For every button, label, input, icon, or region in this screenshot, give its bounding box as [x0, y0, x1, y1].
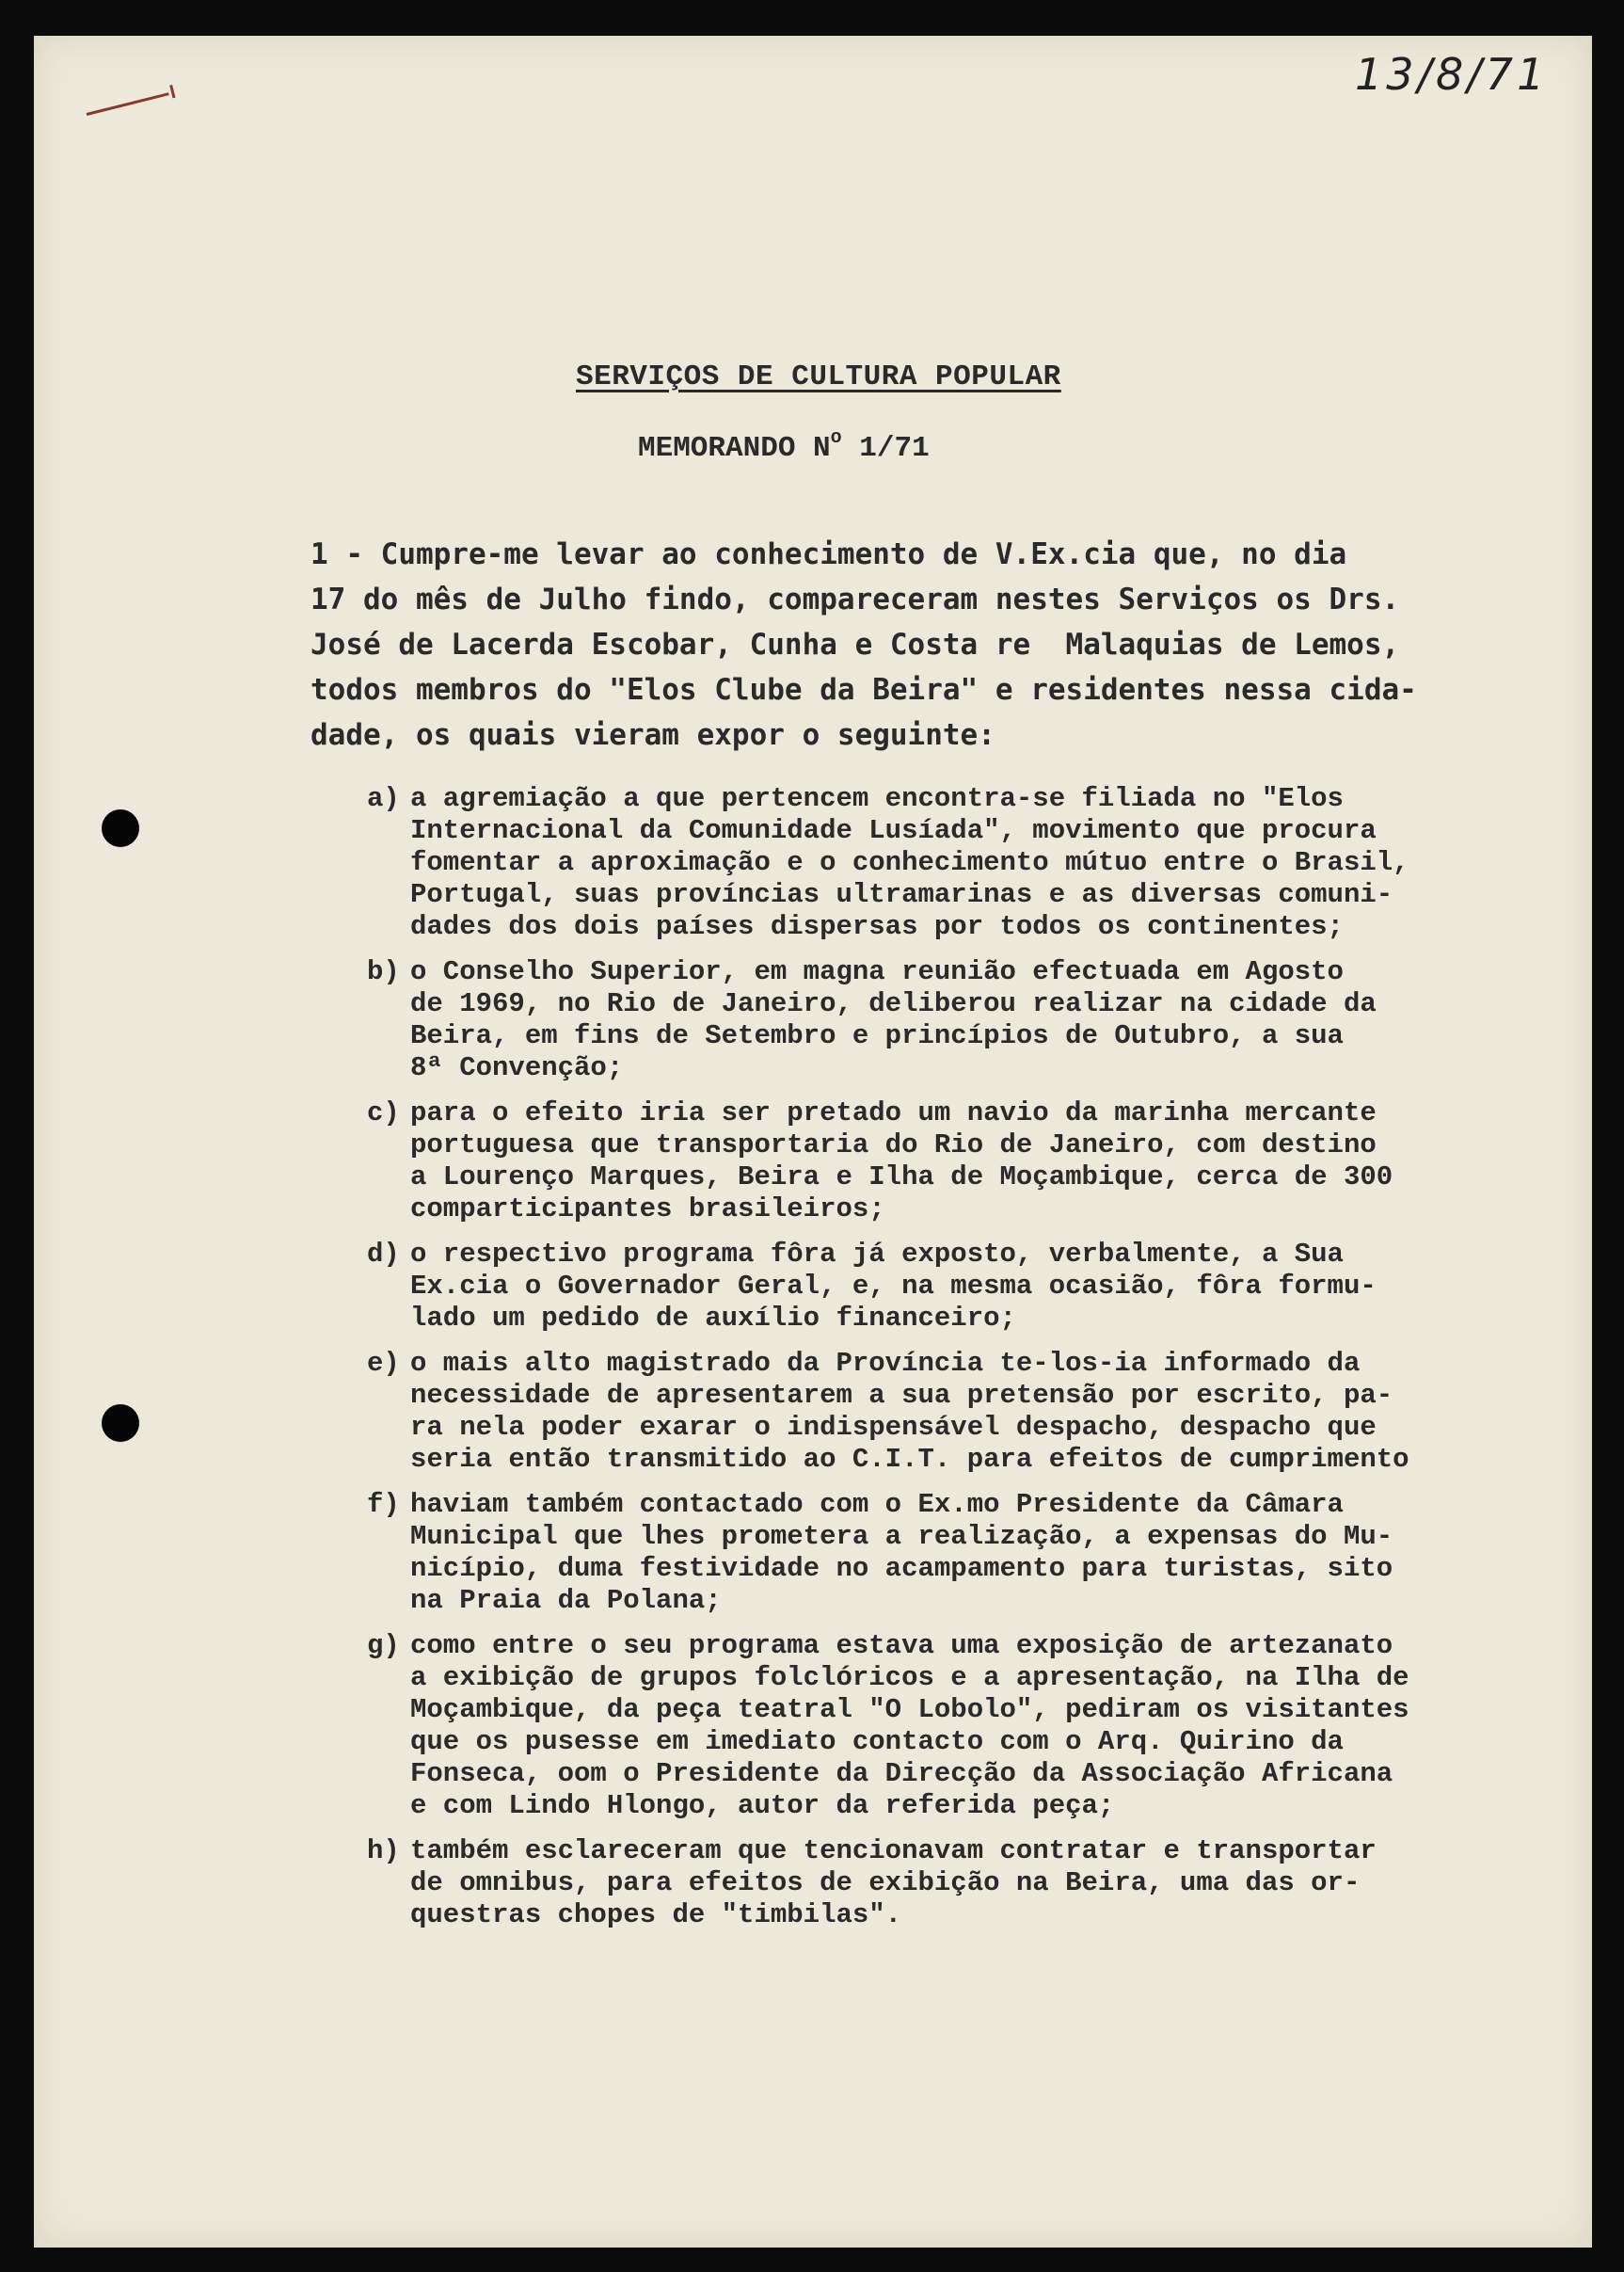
page-title: SERVIÇOS DE CULTURA POPULAR	[576, 360, 1061, 393]
item-text: o mais alto magistrado da Província te-los-ia informado da necessidade de apresentarem a sua pretensão por escrito, pa- ra nela poder exarar o indispensável despacho, despacho que seria então transmitido ao C.I.T. para efeitos de cumprimento	[410, 1348, 1409, 1475]
intro-line: todos membros do "Elos Clube da Beira" e residentes nessa cida-	[310, 673, 1417, 707]
item-list	[367, 783, 1581, 1944]
intro-line: José de Lacerda Escobar, Cunha e Costa re Malaquias de Lemos,	[310, 628, 1400, 662]
intro-paragraph	[310, 532, 1543, 758]
intro-line: 1 - Cumpre-me levar ao conhecimento de V.Ex.cia que, no dia	[310, 537, 1347, 571]
item-marker: f)	[367, 1489, 400, 1520]
list-item	[367, 1348, 1581, 1476]
list-item	[367, 1239, 1581, 1335]
item-text: o Conselho Superior, em magna reunião efectuada em Agosto de 1969, no Rio de Janeiro, deliberou realizar na cidade da Beira, em fins de Setembro e princípios de Outubro, a sua 8ª Convenção;	[410, 956, 1377, 1083]
item-marker: b)	[367, 956, 400, 987]
list-item	[367, 956, 1581, 1084]
item-text: haviam também contactado com o Ex.mo Presidente da Câmara Municipal que lhes prometera a realização, a expensas do Mu- nicípio, duma festividade no acampamento para turistas, sito na Praia da Polana;	[410, 1489, 1393, 1616]
intro-line: dade, os quais vieram expor o seguinte:	[310, 718, 995, 752]
item-marker: e)	[367, 1348, 400, 1379]
intro-line: 17 do mês de Julho findo, compareceram nestes Serviços os Drs.	[310, 583, 1400, 616]
item-marker: h)	[367, 1835, 400, 1866]
item-marker: a)	[367, 783, 400, 814]
list-item	[367, 783, 1581, 943]
item-marker: d)	[367, 1239, 400, 1270]
memo-number-sup: o	[830, 427, 842, 449]
list-item	[367, 1835, 1581, 1931]
punch-hole-top	[102, 809, 139, 847]
item-text: a agremiação a que pertencem encontra-se filiada no "Elos Internacional da Comunidade Lusíada", movimento que procura fomentar a aproximação e o conhecimento mútuo entre o Brasil, Portugal, suas províncias ultramarinas e as diversas comuni- dades dos dois países dispersas por todos os continentes;	[410, 783, 1409, 942]
list-item	[367, 1630, 1581, 1822]
list-item	[367, 1097, 1581, 1225]
item-text: o respectivo programa fôra já exposto, verbalmente, a Sua Ex.cia o Governador Geral, e, na mesma ocasião, fôra formu- lado um pedido de auxílio financeiro;	[410, 1239, 1377, 1334]
memo-number-value: 1/71	[841, 432, 930, 465]
memo-number-prefix: MEMORANDO N	[638, 432, 831, 465]
item-marker: c)	[367, 1097, 400, 1128]
item-text: para o efeito iria ser pretado um navio da marinha mercante portuguesa que transportaria do Rio de Janeiro, com destino a Lourenço Marques, Beira e Ilha de Moçambique, cerca de 300 comparticipantes brasileiros;	[410, 1097, 1393, 1224]
punch-hole-bottom	[102, 1404, 139, 1442]
memo-number	[638, 427, 930, 465]
list-item	[367, 1489, 1581, 1617]
item-text: como entre o seu programa estava uma exposição de artezanato a exibição de grupos folclóricos e a apresentação, na Ilha de Moçambique, da peça teatral "O Lobolo", pediram os visitantes que os pusesse em imediato contacto com o Arq. Quirino da Fonseca, oom o Presidente da Direcção da Associação Africana e com Lindo Hlongo, autor da referida peça;	[410, 1630, 1409, 1821]
item-text: também esclareceram que tencionavam contratar e transportar de omnibus, para efeitos de exibição na Beira, uma das or- questras chopes de "timbilas".	[410, 1835, 1377, 1930]
item-marker: g)	[367, 1630, 400, 1661]
handwritten-date: 13/8/71	[1355, 49, 1549, 100]
